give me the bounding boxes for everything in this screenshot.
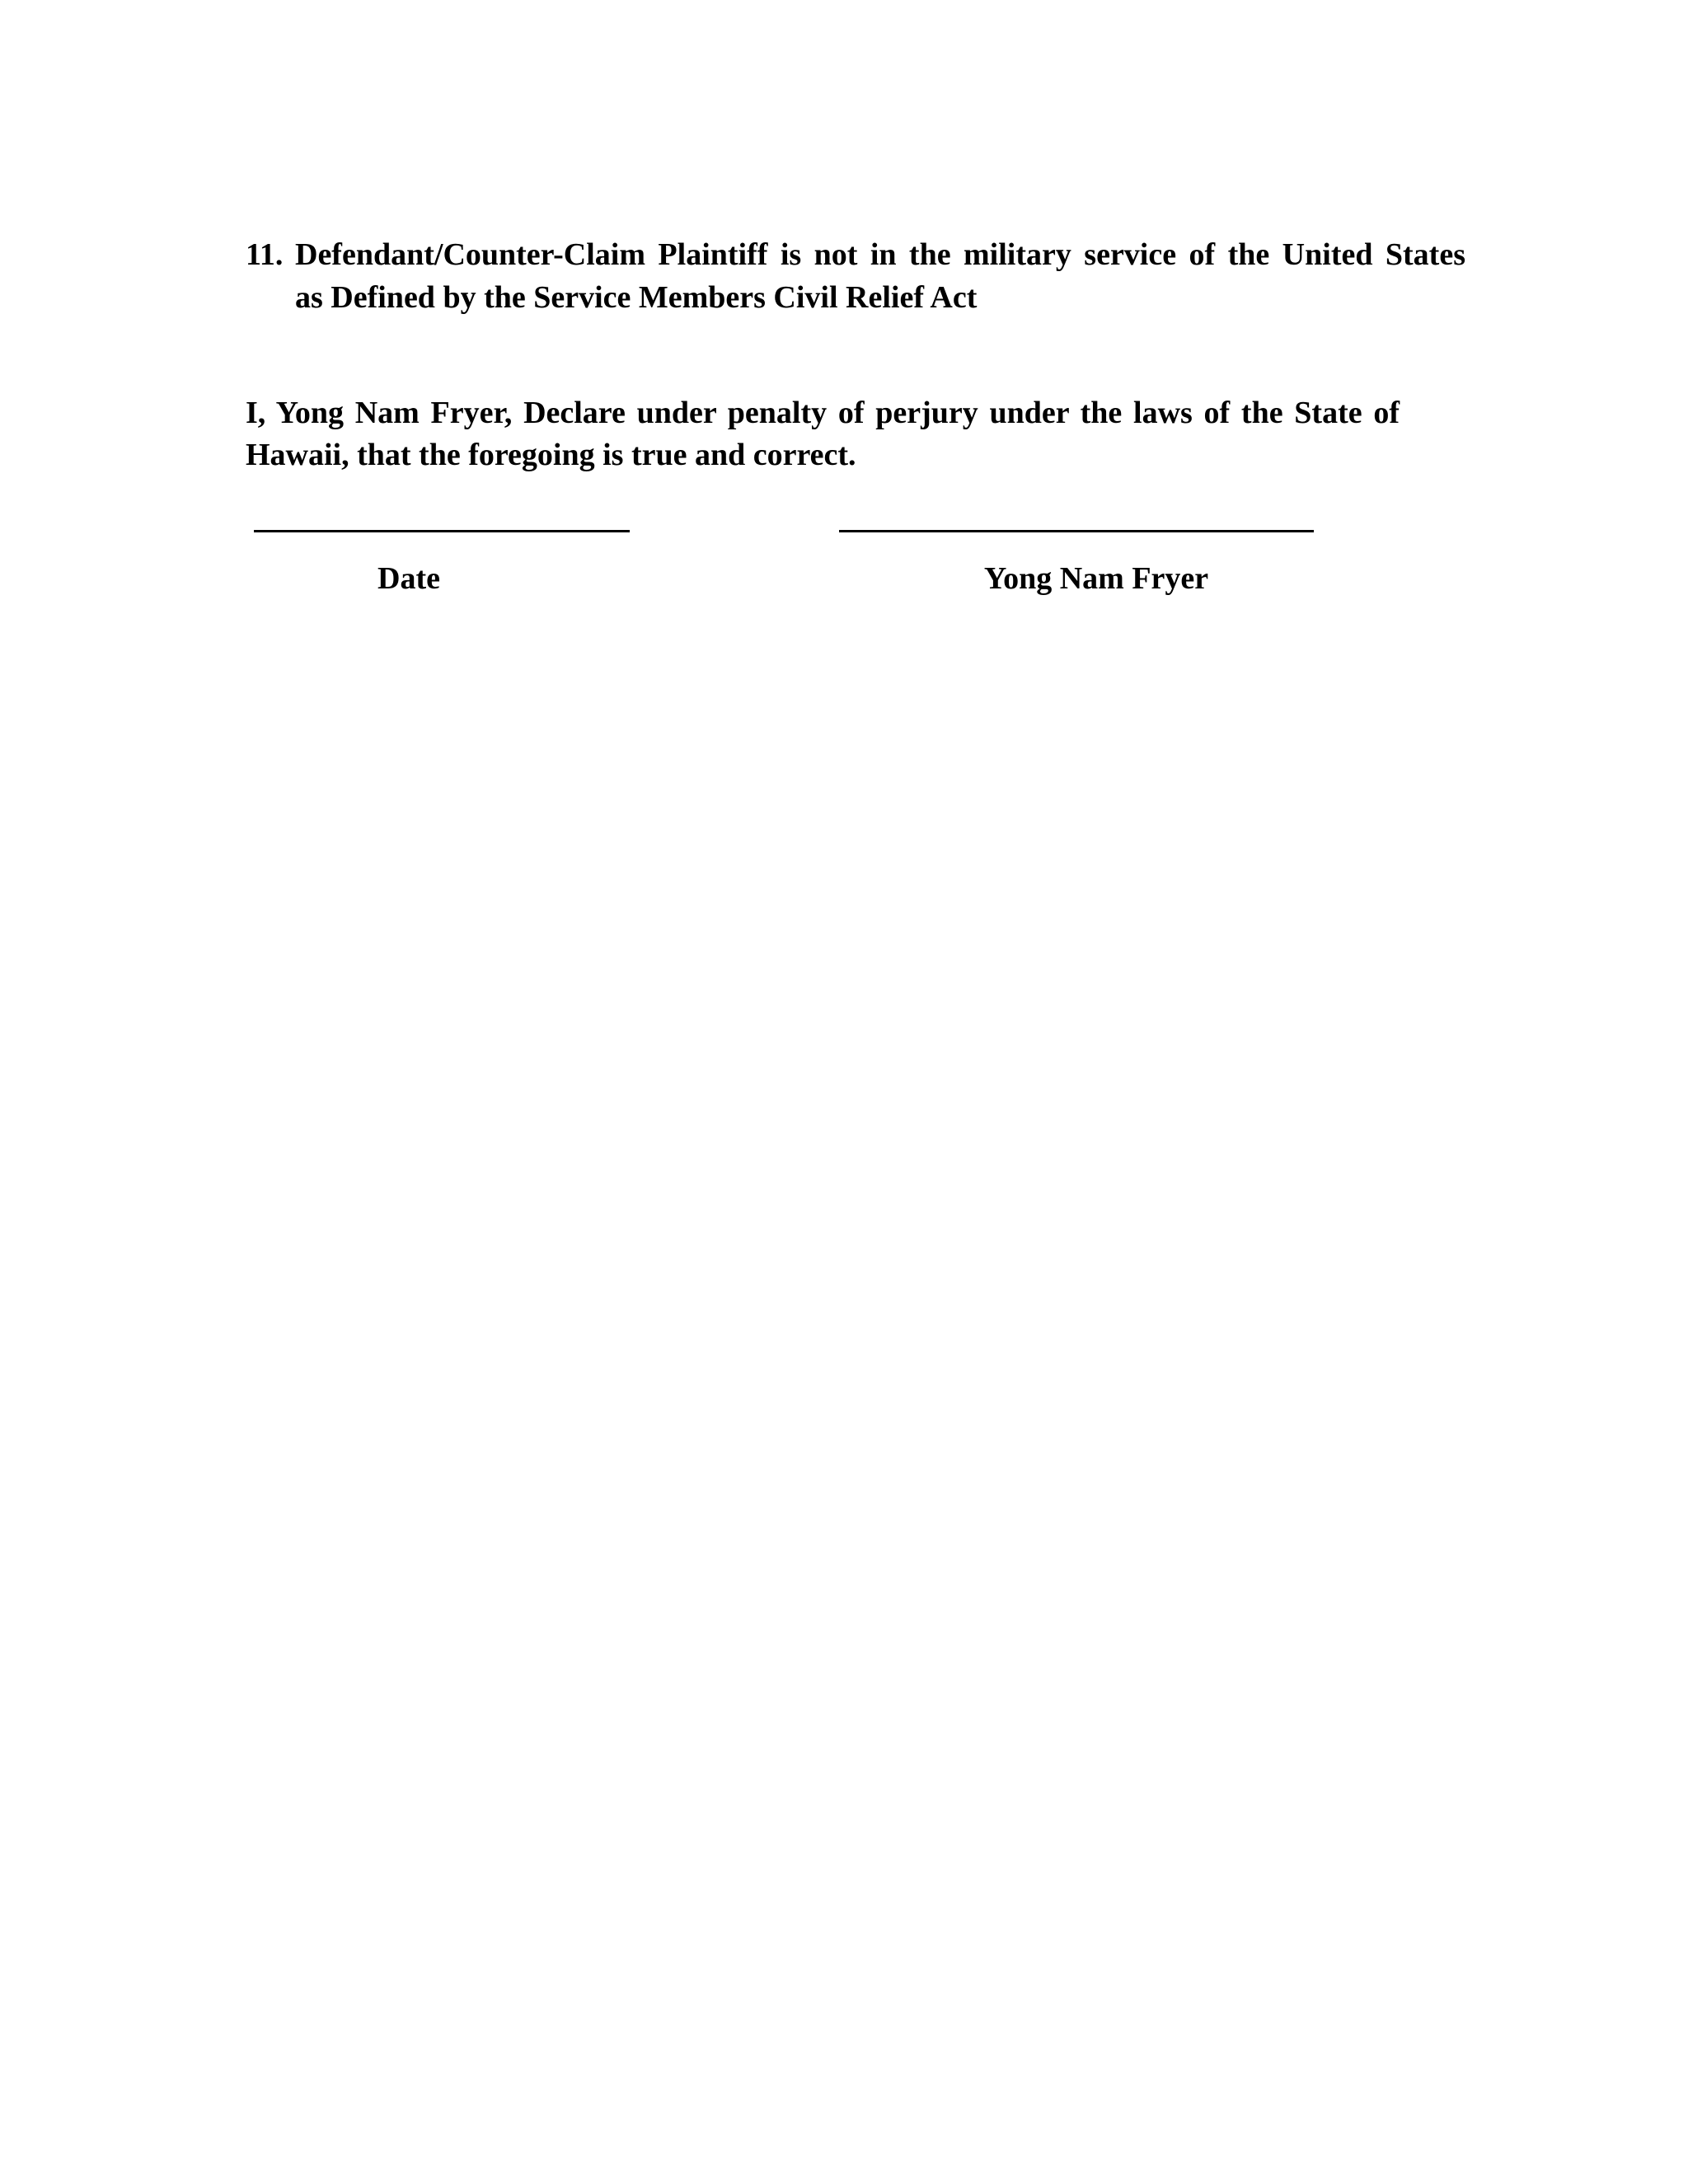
signer-name-label: Yong Nam Fryer <box>983 561 1209 596</box>
item-number: 11. <box>246 237 284 272</box>
declaration-statement <box>246 392 1400 476</box>
declaration-line-2: Hawaii, that the foregoing is true and correct. <box>246 438 856 472</box>
date-signature-line <box>254 530 630 532</box>
declaration-line-1: I, Yong Nam Fryer, Declare under penalty of perjury under the laws of the State of <box>246 396 1400 430</box>
date-label: Date <box>377 561 440 596</box>
item-text-line-2: as Defined by the Service Members Civil Relief Act <box>295 280 978 315</box>
item-text-line-1: Defendant/Counter-Claim Plaintiff is not in the military service of the United States <box>295 237 1465 272</box>
name-signature-line <box>839 530 1314 532</box>
paragraph-item-11 <box>246 233 1465 319</box>
item-text <box>295 233 1465 319</box>
